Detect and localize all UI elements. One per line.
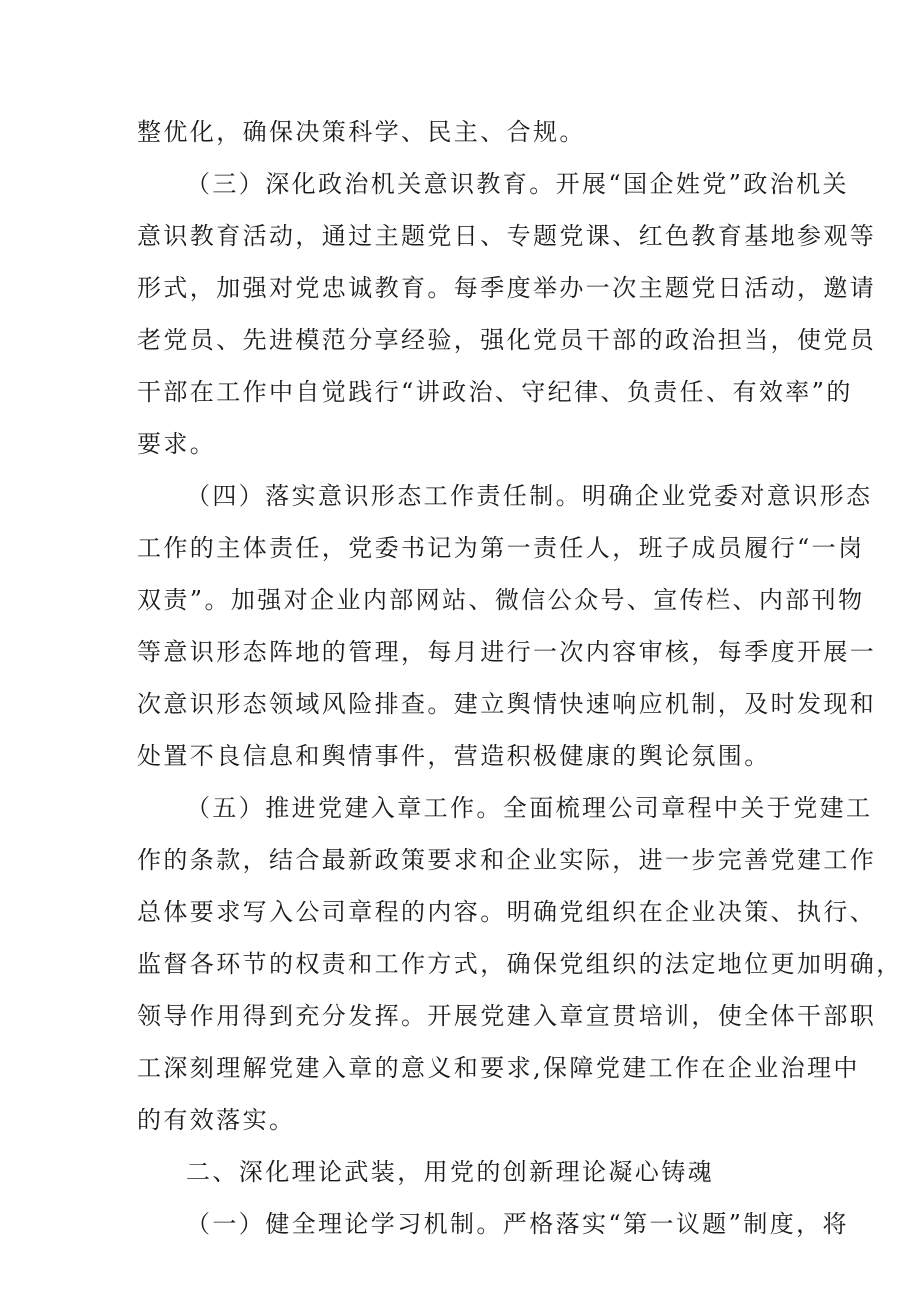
text-line: 意识教育活动，通过主题党日、专题党课、红色教育基地参观等 [137, 222, 877, 250]
text-line: 处置不良信息和舆情事件，营造积极健康的舆论氛围。 [137, 742, 771, 770]
text-line: 监督各环节的权责和工作方式，确保党组织的法定地位更加明确， [137, 950, 903, 978]
paragraph-heading-1: （一）健全理论学习机制。严格落实“第一议题”制度，将 [186, 1210, 849, 1238]
text-line: 作的条款，结合最新政策要求和企业实际，进一步完善党建工作 [137, 846, 877, 874]
text-line: 要求。 [137, 430, 217, 458]
text-line: 老党员、先进模范分享经验，强化党员干部的政治担当，使党员 [137, 326, 877, 354]
text-line: 干部在工作中自觉践行“讲政治、守纪律、负责任、有效率”的 [137, 378, 853, 406]
text-line: 次意识形态领域风险排查。建立舆情快速响应机制，及时发现和 [137, 690, 877, 718]
text-line: 整优化，确保决策科学、民主、合规。 [137, 118, 586, 146]
paragraph-heading-4: （四）落实意识形态工作责任制。明确企业党委对意识形态 [186, 482, 873, 510]
section-heading-2: 二、深化理论武装，用党的创新理论凝心铸魂 [186, 1158, 714, 1186]
text-line: 等意识形态阵地的管理，每月进行一次内容审核，每季度开展一 [137, 638, 877, 666]
text-line: 工作的主体责任，党委书记为第一责任人，班子成员履行“一岗 [137, 534, 865, 562]
text-line: 领导作用得到充分发挥。开展党建入章宣贯培训，使全体干部职 [137, 1002, 877, 1030]
text-line: 形式，加强对党忠诚教育。每季度举办一次主题党日活动，邀请 [137, 274, 877, 302]
text-line: 的有效落实。 [137, 1106, 296, 1134]
text-line: 工深刻理解党建入章的意义和要求,保障党建工作在企业治理中 [137, 1054, 860, 1082]
paragraph-heading-3: （三）深化政治机关意识教育。开展“国企姓党”政治机关 [186, 170, 849, 198]
text-line: 总体要求写入公司章程的内容。明确党组织在企业决策、执行、 [137, 898, 877, 926]
text-line: 双责”。加强对企业内部网站、微信公众号、宣传栏、内部刊物 [137, 586, 865, 614]
paragraph-heading-5: （五）推进党建入章工作。全面梳理公司章程中关于党建工 [186, 794, 873, 822]
